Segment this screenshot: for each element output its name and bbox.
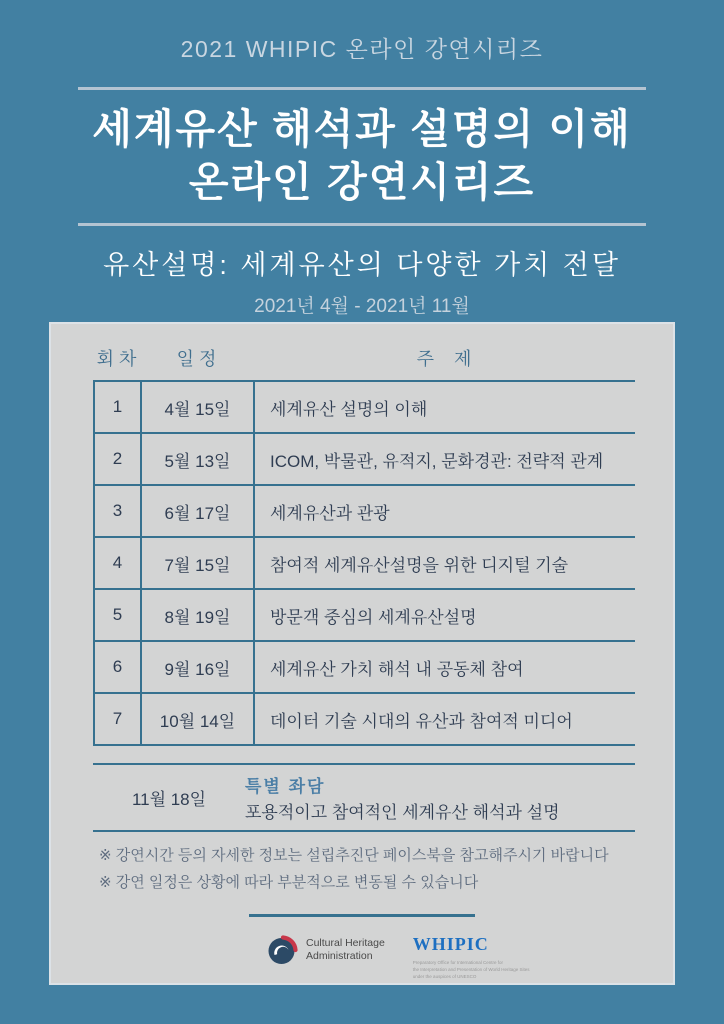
divider-top <box>78 87 646 90</box>
session-date: 7월 15일 <box>142 538 255 588</box>
whipic-logo <box>413 934 530 980</box>
header-date: 일 정 <box>176 349 217 369</box>
cha-text-line2: Administration <box>306 950 373 962</box>
special-session-topic: 포용적이고 참여적인 세계유산 해석과 설명 <box>245 803 560 822</box>
special-session-label: 특별 좌담 <box>245 777 326 796</box>
session-number: 7 <box>95 694 142 744</box>
session-number: 5 <box>95 590 142 640</box>
header-topic: 주 제 <box>416 349 472 369</box>
table-row <box>93 538 635 590</box>
session-topic: 세계유산 설명의 이해 <box>270 399 428 419</box>
notes <box>99 842 639 896</box>
session-date: 6월 17일 <box>142 486 255 536</box>
session-number: 3 <box>95 486 142 536</box>
table-row <box>93 694 635 746</box>
cha-taegeuk-icon <box>266 934 298 966</box>
session-date: 10월 14일 <box>142 694 255 744</box>
whipic-subtext-line: under the auspices of UNESCO <box>412 974 477 979</box>
session-topic: 참여적 세계유산설명을 위한 디지털 기술 <box>270 555 569 575</box>
session-topic: 세계유산과 관광 <box>270 503 390 523</box>
table-row <box>93 590 635 642</box>
table-row <box>93 382 635 434</box>
whipic-logo-subtext <box>413 959 530 980</box>
footer-divider <box>249 914 475 917</box>
session-topic: 데이터 기술 시대의 유산과 참여적 미디어 <box>270 711 573 731</box>
special-session-row <box>93 763 635 832</box>
session-date: 4월 15일 <box>142 382 255 432</box>
cha-text-line1: Cultural Heritage <box>306 937 385 949</box>
cha-logo <box>266 934 385 966</box>
footer-logos <box>266 934 530 980</box>
schedule-table <box>93 380 635 746</box>
poster-subtitle: 유산설명: 세계유산의 다양한 가치 전달 <box>103 250 621 280</box>
session-number: 4 <box>95 538 142 588</box>
cha-logo-text <box>306 937 385 963</box>
session-number: 2 <box>95 434 142 484</box>
session-topic: 방문객 중심의 세계유산설명 <box>270 607 477 627</box>
note-line: ※ 강연 일정은 상황에 따라 부분적으로 변동될 수 있습니다 <box>99 874 479 891</box>
session-date: 8월 19일 <box>142 590 255 640</box>
table-row <box>93 486 635 538</box>
special-session-date: 11월 18일 <box>131 790 207 809</box>
table-header <box>93 344 635 372</box>
session-number: 1 <box>95 382 142 432</box>
session-date: 9월 16일 <box>142 642 255 692</box>
whipic-subtext-line: Preparatory Office for International Centre for <box>412 960 504 965</box>
poster-period: 2021년 4월 - 2021년 11월 <box>254 296 470 317</box>
whipic-subtext-line: the Interpretation and Presentation of World Heritage Sites <box>412 967 530 972</box>
page-title-line1: 세계유산 해석과 설명의 이해 <box>92 106 632 152</box>
session-topic: 세계유산 가치 해석 내 공동체 참여 <box>270 659 524 679</box>
page-title-line2: 온라인 강연시리즈 <box>188 159 536 205</box>
note-line: ※ 강연시간 등의 자세한 정보는 설립추진단 페이스북을 참고해주시기 바랍니다 <box>99 847 609 864</box>
session-topic: ICOM, 박물관, 유적지, 문화경관: 전략적 관계 <box>270 451 604 471</box>
series-label: 2021 WHIPIC 온라인 강연시리즈 <box>180 36 544 62</box>
session-date: 5월 13일 <box>142 434 255 484</box>
table-row <box>93 434 635 486</box>
special-session-body <box>245 765 635 830</box>
session-number: 6 <box>95 642 142 692</box>
divider-mid <box>78 223 646 226</box>
schedule-card <box>49 322 675 985</box>
whipic-logo-text: WHIPIC <box>412 934 489 954</box>
table-row <box>93 642 635 694</box>
page-title <box>0 103 724 209</box>
header-session: 회 차 <box>96 349 137 369</box>
